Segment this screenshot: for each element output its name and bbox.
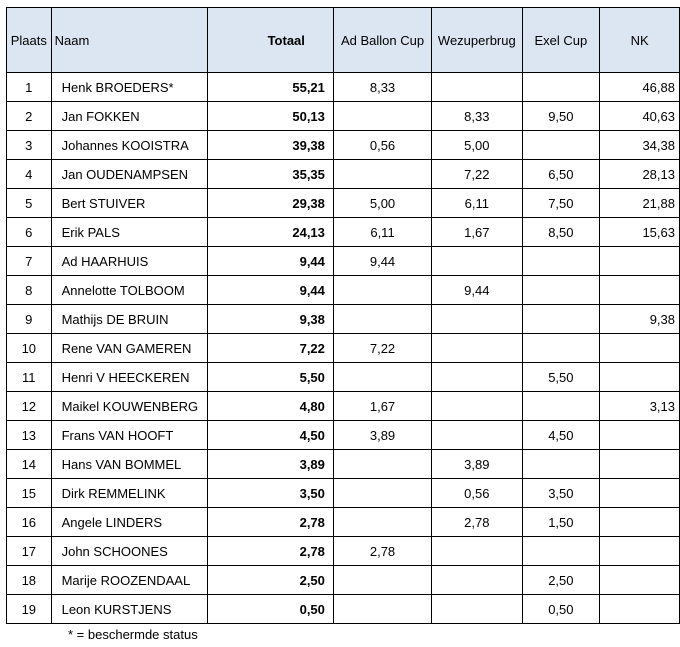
cell-wezuperbrug <box>432 73 522 102</box>
cell-exel-cup <box>522 392 600 421</box>
cell-ad-ballon-cup: 2,78 <box>333 537 431 566</box>
cell-naam: Mathijs DE BRUIN <box>51 305 208 334</box>
cell-nk <box>600 334 680 363</box>
cell-plaats: 8 <box>7 276 52 305</box>
cell-exel-cup: 5,50 <box>522 363 600 392</box>
cell-ad-ballon-cup: 6,11 <box>333 218 431 247</box>
cell-naam: Maikel KOUWENBERG <box>51 392 208 421</box>
header-row <box>7 8 680 73</box>
cell-nk <box>600 537 680 566</box>
cell-exel-cup <box>522 305 600 334</box>
cell-totaal: 50,13 <box>208 102 334 131</box>
table-row <box>7 508 680 537</box>
cell-plaats: 10 <box>7 334 52 363</box>
table-row <box>7 305 680 334</box>
cell-plaats: 7 <box>7 247 52 276</box>
table-row <box>7 247 680 276</box>
table-row <box>7 421 680 450</box>
cell-nk <box>600 508 680 537</box>
cell-plaats: 14 <box>7 450 52 479</box>
footnote: * = beschermde status <box>68 627 198 642</box>
table-row <box>7 334 680 363</box>
cell-naam: Angele LINDERS <box>51 508 208 537</box>
cell-wezuperbrug: 0,56 <box>432 479 522 508</box>
cell-ad-ballon-cup: 3,89 <box>333 421 431 450</box>
cell-exel-cup: 1,50 <box>522 508 600 537</box>
cell-exel-cup <box>522 334 600 363</box>
table-body <box>7 73 680 624</box>
table-row <box>7 102 680 131</box>
table-row <box>7 73 680 102</box>
cell-wezuperbrug <box>432 392 522 421</box>
cell-nk: 15,63 <box>600 218 680 247</box>
cell-nk <box>600 566 680 595</box>
table-row <box>7 392 680 421</box>
cell-exel-cup: 6,50 <box>522 160 600 189</box>
cell-wezuperbrug: 6,11 <box>432 189 522 218</box>
cell-plaats: 12 <box>7 392 52 421</box>
cell-nk <box>600 247 680 276</box>
table-row <box>7 595 680 624</box>
cell-exel-cup <box>522 131 600 160</box>
cell-exel-cup <box>522 247 600 276</box>
cell-nk <box>600 479 680 508</box>
cell-naam: Hans VAN BOMMEL <box>51 450 208 479</box>
cell-naam: John SCHOONES <box>51 537 208 566</box>
cell-totaal: 7,22 <box>208 334 334 363</box>
cell-wezuperbrug: 3,89 <box>432 450 522 479</box>
cell-exel-cup <box>522 537 600 566</box>
cell-wezuperbrug <box>432 421 522 450</box>
table-row <box>7 189 680 218</box>
cell-plaats: 9 <box>7 305 52 334</box>
cell-nk <box>600 450 680 479</box>
header-ad-ballon-cup: Ad Ballon Cup <box>333 8 431 73</box>
cell-plaats: 18 <box>7 566 52 595</box>
cell-ad-ballon-cup <box>333 595 431 624</box>
cell-wezuperbrug <box>432 247 522 276</box>
cell-totaal: 2,78 <box>208 508 334 537</box>
table-row <box>7 450 680 479</box>
cell-wezuperbrug <box>432 595 522 624</box>
cell-wezuperbrug: 2,78 <box>432 508 522 537</box>
cell-wezuperbrug <box>432 566 522 595</box>
cell-plaats: 19 <box>7 595 52 624</box>
cell-totaal: 24,13 <box>208 218 334 247</box>
cell-totaal: 5,50 <box>208 363 334 392</box>
header-nk: NK <box>600 8 680 73</box>
cell-nk: 28,13 <box>600 160 680 189</box>
cell-totaal: 3,50 <box>208 479 334 508</box>
cell-totaal: 9,44 <box>208 247 334 276</box>
cell-naam: Jan OUDENAMPSEN <box>51 160 208 189</box>
cell-ad-ballon-cup <box>333 508 431 537</box>
header-wezuperbrug: Wezuperbrug <box>432 8 522 73</box>
cell-wezuperbrug <box>432 305 522 334</box>
cell-exel-cup: 3,50 <box>522 479 600 508</box>
cell-totaal: 9,38 <box>208 305 334 334</box>
cell-totaal: 39,38 <box>208 131 334 160</box>
cell-totaal: 4,80 <box>208 392 334 421</box>
cell-exel-cup <box>522 450 600 479</box>
cell-plaats: 11 <box>7 363 52 392</box>
cell-totaal: 2,50 <box>208 566 334 595</box>
cell-wezuperbrug: 5,00 <box>432 131 522 160</box>
cell-plaats: 5 <box>7 189 52 218</box>
cell-exel-cup: 9,50 <box>522 102 600 131</box>
cell-plaats: 1 <box>7 73 52 102</box>
table-row <box>7 276 680 305</box>
cell-totaal: 35,35 <box>208 160 334 189</box>
cell-exel-cup: 8,50 <box>522 218 600 247</box>
header-plaats: Plaats <box>7 8 52 73</box>
cell-naam: Frans VAN HOOFT <box>51 421 208 450</box>
cell-nk <box>600 421 680 450</box>
cell-naam: Dirk REMMELINK <box>51 479 208 508</box>
cell-totaal: 29,38 <box>208 189 334 218</box>
cell-wezuperbrug: 9,44 <box>432 276 522 305</box>
cell-ad-ballon-cup <box>333 305 431 334</box>
cell-plaats: 17 <box>7 537 52 566</box>
cell-nk: 9,38 <box>600 305 680 334</box>
cell-exel-cup: 7,50 <box>522 189 600 218</box>
table-row <box>7 566 680 595</box>
cell-ad-ballon-cup <box>333 566 431 595</box>
table-header <box>7 8 680 73</box>
cell-ad-ballon-cup: 5,00 <box>333 189 431 218</box>
ranking-table <box>6 7 680 624</box>
cell-plaats: 3 <box>7 131 52 160</box>
cell-naam: Henri V HEECKEREN <box>51 363 208 392</box>
cell-naam: Rene VAN GAMEREN <box>51 334 208 363</box>
header-totaal: Totaal <box>208 8 334 73</box>
cell-totaal: 0,50 <box>208 595 334 624</box>
cell-ad-ballon-cup: 1,67 <box>333 392 431 421</box>
cell-naam: Johannes KOOISTRA <box>51 131 208 160</box>
cell-nk <box>600 276 680 305</box>
cell-plaats: 4 <box>7 160 52 189</box>
cell-totaal: 9,44 <box>208 276 334 305</box>
cell-wezuperbrug <box>432 363 522 392</box>
cell-naam: Annelotte TOLBOOM <box>51 276 208 305</box>
cell-wezuperbrug: 1,67 <box>432 218 522 247</box>
cell-nk <box>600 363 680 392</box>
cell-wezuperbrug <box>432 334 522 363</box>
cell-plaats: 6 <box>7 218 52 247</box>
cell-plaats: 13 <box>7 421 52 450</box>
header-naam: Naam <box>51 8 208 73</box>
table-row <box>7 218 680 247</box>
cell-exel-cup: 4,50 <box>522 421 600 450</box>
cell-ad-ballon-cup <box>333 450 431 479</box>
cell-exel-cup <box>522 276 600 305</box>
cell-ad-ballon-cup: 7,22 <box>333 334 431 363</box>
cell-wezuperbrug: 8,33 <box>432 102 522 131</box>
cell-plaats: 2 <box>7 102 52 131</box>
table-row <box>7 363 680 392</box>
cell-exel-cup <box>522 73 600 102</box>
cell-naam: Bert STUIVER <box>51 189 208 218</box>
cell-naam: Jan FOKKEN <box>51 102 208 131</box>
table-row <box>7 131 680 160</box>
header-exel-cup: Exel Cup <box>522 8 600 73</box>
cell-exel-cup: 2,50 <box>522 566 600 595</box>
table-row <box>7 537 680 566</box>
table-row <box>7 160 680 189</box>
cell-nk: 40,63 <box>600 102 680 131</box>
cell-naam: Leon KURSTJENS <box>51 595 208 624</box>
cell-naam: Erik PALS <box>51 218 208 247</box>
cell-naam: Henk BROEDERS* <box>51 73 208 102</box>
cell-ad-ballon-cup <box>333 276 431 305</box>
cell-ad-ballon-cup <box>333 102 431 131</box>
cell-ad-ballon-cup: 0,56 <box>333 131 431 160</box>
cell-ad-ballon-cup: 9,44 <box>333 247 431 276</box>
cell-nk <box>600 595 680 624</box>
cell-nk: 46,88 <box>600 73 680 102</box>
cell-ad-ballon-cup <box>333 479 431 508</box>
cell-plaats: 16 <box>7 508 52 537</box>
cell-plaats: 15 <box>7 479 52 508</box>
cell-naam: Ad HAARHUIS <box>51 247 208 276</box>
cell-nk: 34,38 <box>600 131 680 160</box>
cell-ad-ballon-cup: 8,33 <box>333 73 431 102</box>
table-row <box>7 479 680 508</box>
cell-naam: Marije ROOZENDAAL <box>51 566 208 595</box>
cell-totaal: 55,21 <box>208 73 334 102</box>
cell-nk: 21,88 <box>600 189 680 218</box>
cell-totaal: 2,78 <box>208 537 334 566</box>
cell-totaal: 4,50 <box>208 421 334 450</box>
cell-totaal: 3,89 <box>208 450 334 479</box>
cell-nk: 3,13 <box>600 392 680 421</box>
cell-wezuperbrug <box>432 537 522 566</box>
cell-exel-cup: 0,50 <box>522 595 600 624</box>
cell-wezuperbrug: 7,22 <box>432 160 522 189</box>
cell-ad-ballon-cup <box>333 363 431 392</box>
cell-ad-ballon-cup <box>333 160 431 189</box>
